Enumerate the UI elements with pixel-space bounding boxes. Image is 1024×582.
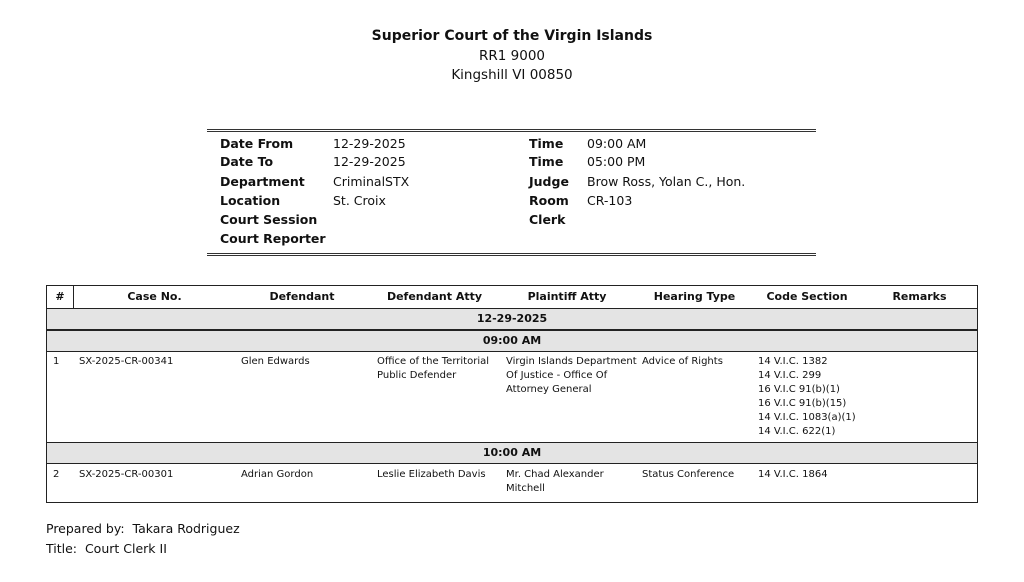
location-label: Location <box>220 193 281 208</box>
judge-value: Brow Ross, Yolan C., Hon. <box>587 174 746 189</box>
col-header-number: # <box>55 290 65 303</box>
prepared-by <box>46 521 240 536</box>
col-header-code-section: Code Section <box>766 290 848 303</box>
row-1-code-sections <box>758 355 856 439</box>
location-value: St. Croix <box>333 193 386 208</box>
prepared-by-value: Takara Rodriguez <box>132 521 240 536</box>
time-to-label: Time <box>529 154 564 169</box>
date-band: 12-29-2025 <box>47 308 977 330</box>
code-section: 14 V.I.C. 1864 <box>758 469 828 480</box>
code-section: 14 V.I.C. 622(1) <box>758 426 836 437</box>
code-section: 14 V.I.C. 299 <box>758 370 822 381</box>
code-section: 14 V.I.C. 1382 <box>758 356 828 367</box>
col-header-plaintiff-atty: Plaintiff Atty <box>527 290 607 303</box>
col-header-case-no: Case No. <box>127 290 182 303</box>
row-1-hearing-type: Advice of Rights <box>642 356 723 367</box>
time-to-value: 05:00 PM <box>587 154 646 169</box>
prepared-by-label: Prepared by: <box>46 521 125 536</box>
title-label: Title: <box>46 541 77 556</box>
judge-label: Judge <box>529 174 569 189</box>
date-to-label: Date To <box>220 154 274 169</box>
time-slot-band: 10:00 AM <box>47 442 977 464</box>
calendar-info-block <box>207 129 816 256</box>
row-2-defendant: Adrian Gordon <box>241 469 314 480</box>
row-1-number: 1 <box>53 356 60 367</box>
title-value: Court Clerk II <box>84 541 167 556</box>
time-from-label: Time <box>529 136 564 151</box>
calendar-table <box>46 285 978 503</box>
column-divider <box>73 286 74 308</box>
row-1-defendant-atty: Office of the Territorial Public Defender <box>377 356 489 381</box>
time-from-value: 09:00 AM <box>587 136 647 151</box>
department-label: Department <box>220 174 305 189</box>
address-line-2: Kingshill VI 00850 <box>451 67 573 83</box>
row-2-code-sections <box>758 468 828 482</box>
row-1-defendant: Glen Edwards <box>241 356 310 367</box>
date-from-value: 12-29-2025 <box>333 136 406 151</box>
row-2-hearing-type: Status Conference <box>642 469 735 480</box>
row-2-number: 2 <box>53 469 60 480</box>
col-header-defendant: Defendant <box>269 290 335 303</box>
time-slot-band: 09:00 AM <box>47 330 977 352</box>
row-1-case-no: SX-2025-CR-00341 <box>79 356 174 367</box>
row-2-case-no: SX-2025-CR-00301 <box>79 469 174 480</box>
address-line-1: RR1 9000 <box>479 48 545 64</box>
row-2-plaintiff-atty: Mr. Chad Alexander Mitchell <box>506 469 604 494</box>
col-header-defendant-atty: Defendant Atty <box>386 290 483 303</box>
col-header-hearing-type: Hearing Type <box>653 290 736 303</box>
col-header-remarks: Remarks <box>892 290 947 303</box>
court-reporter-label: Court Reporter <box>220 231 326 246</box>
code-section: 16 V.I.C 91(b)(15) <box>758 398 847 409</box>
date-to-value: 12-29-2025 <box>333 154 406 169</box>
room-value: CR-103 <box>587 193 633 208</box>
room-label: Room <box>529 193 569 208</box>
row-2-defendant-atty: Leslie Elizabeth Davis <box>377 469 486 480</box>
court-session-label: Court Session <box>220 212 318 227</box>
court-name: Superior Court of the Virgin Islands <box>371 28 653 44</box>
row-1-plaintiff-atty: Virgin Islands Department Of Justice - Office Of Attorney General <box>506 356 637 395</box>
date-from-label: Date From <box>220 136 294 151</box>
department-value: CriminalSTX <box>333 174 410 189</box>
clerk-title <box>46 541 167 556</box>
code-section: 14 V.I.C. 1083(a)(1) <box>758 412 856 423</box>
code-section: 16 V.I.C 91(b)(1) <box>758 384 840 395</box>
clerk-label: Clerk <box>529 212 566 227</box>
